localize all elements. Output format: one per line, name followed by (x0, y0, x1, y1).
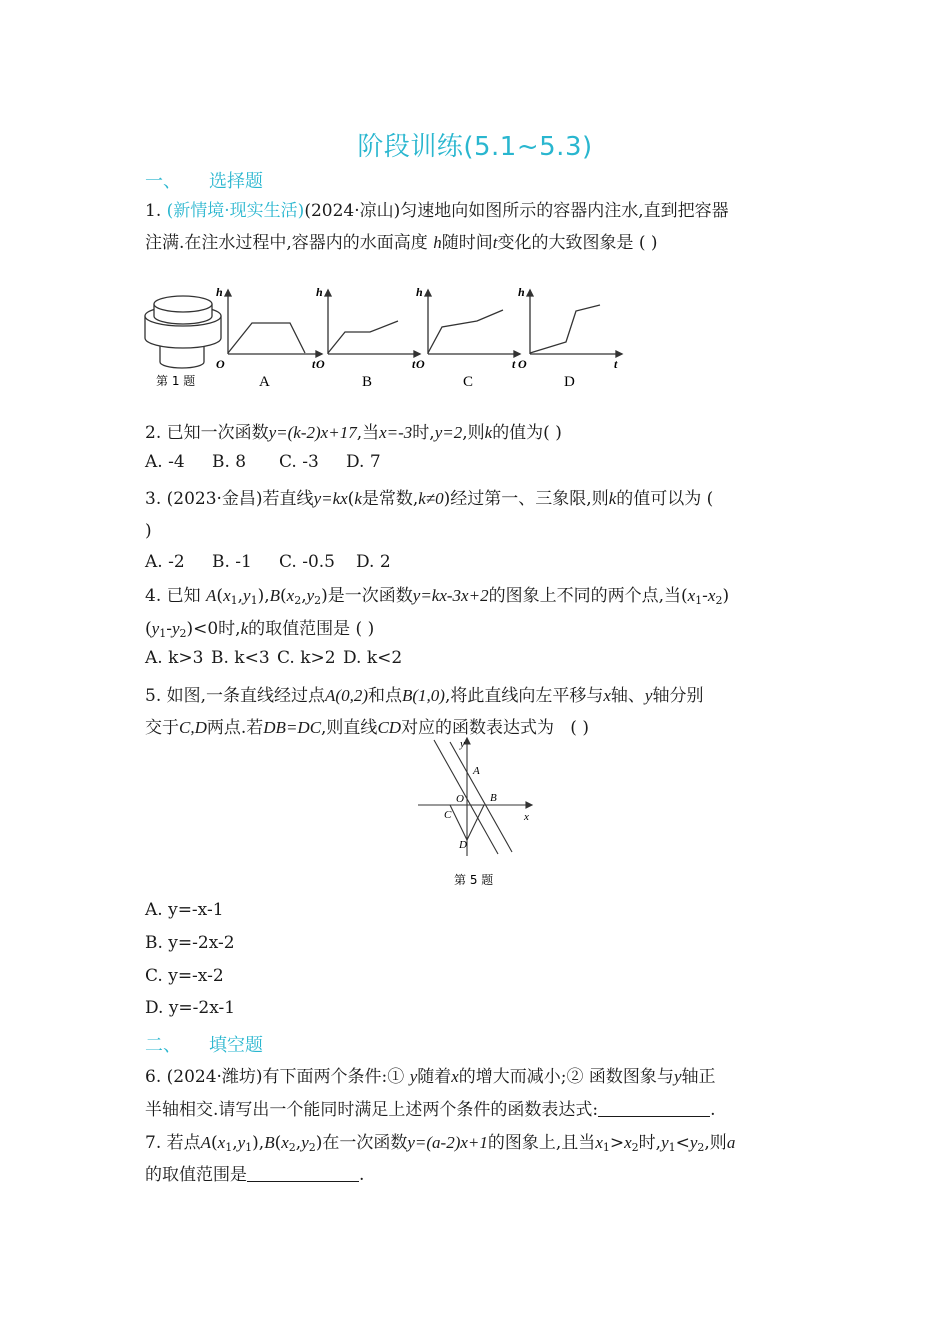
option-a[interactable]: A. -4 (145, 452, 185, 472)
option-c[interactable]: C. k>2 (277, 648, 336, 668)
lines (434, 740, 512, 854)
answer-blank[interactable] (598, 1099, 710, 1117)
option-label-c: C (463, 374, 474, 390)
option-d[interactable]: D. 7 (346, 452, 381, 472)
graph-option-b (325, 290, 420, 357)
svg-text:t: t (312, 357, 316, 371)
svg-text:A: A (473, 765, 480, 777)
svg-text:O: O (316, 357, 325, 371)
section-number: 一、 (145, 171, 181, 192)
section-number: 二、 (145, 1035, 181, 1056)
question-7-line-1: 7. 若点$A(x_1,y_1),B(x_2,y_2)$在一次函数y=(a-2)x+1的图象上,且当$x_1>x_2$时$,y_1<y_2$,则a (145, 1133, 736, 1154)
option-b[interactable]: B. k<3 (211, 648, 270, 668)
question-3-line-1: 3. (2023·金昌)若直线y=kx(k是常数,k≠0)经过第一、三象限,则k的值可以为 ( (145, 489, 714, 509)
svg-text:B: B (490, 792, 497, 804)
svg-text:x: x (524, 811, 529, 823)
figure-caption: 第 1 题 (156, 374, 196, 388)
question-4-line-1: 4. 已知 $A(x_1,y_1),B(x_2,y_2)$是一次函数y=kx-3x+2的图象上不同的两个点,当$(x_1-x_2)$ (145, 586, 730, 607)
graph-option-d (527, 290, 622, 357)
question-5-option-a[interactable]: A. y=-x-1 (145, 900, 224, 920)
option-b[interactable]: B. -1 (212, 552, 252, 572)
svg-text:y: y (460, 738, 465, 750)
question-2-line-1: 2. 已知一次函数y=(k-2)x+17,当x=-3时,y=2,则k的值为( ) (145, 423, 562, 443)
question-1-figure (140, 282, 640, 394)
coordinate-axes (418, 738, 532, 856)
question-3-line-2: ) (145, 521, 152, 541)
option-c[interactable]: C. -0.5 (279, 552, 335, 572)
option-d[interactable]: D. k<2 (343, 648, 403, 668)
question-5-option-c[interactable]: C. y=-x-2 (145, 966, 224, 986)
question-5-option-d[interactable]: D. y=-2x-1 (145, 998, 236, 1018)
section-label: 填空题 (209, 1035, 263, 1056)
svg-text:h: h (416, 285, 423, 299)
option-c[interactable]: C. -3 (279, 452, 319, 472)
question-4-line-2: $(y_1-y_2)<0$时,k的取值范围是 ( ) (145, 619, 375, 640)
svg-text:O: O (456, 793, 464, 805)
option-label-a: A (259, 374, 270, 390)
svg-text:C: C (444, 809, 452, 821)
svg-text:O: O (416, 357, 425, 371)
question-7-line-2: 的取值范围是 . (145, 1165, 365, 1185)
option-b[interactable]: B. 8 (212, 452, 247, 472)
graph-option-a (225, 290, 322, 357)
svg-text:h: h (216, 285, 223, 299)
option-a[interactable]: A. -2 (145, 552, 185, 572)
section-label: 选择题 (209, 171, 263, 192)
answer-paren: ( ) (570, 718, 589, 738)
question-5-figure (412, 736, 542, 888)
graph-option-c (425, 290, 520, 357)
option-d[interactable]: D. 2 (356, 552, 391, 572)
question-5-line-1: 5. 如图,一条直线经过点A(0,2)和点B(1,0),将此直线向左平移与x轴、y轴分别 (145, 686, 704, 706)
svg-text:t: t (412, 357, 416, 371)
svg-text:D: D (459, 839, 467, 851)
answer-blank[interactable] (247, 1164, 359, 1182)
container-illustration (145, 296, 221, 368)
question-5-line-2: 交于C,D两点.若DB=DC,则直线CD对应的函数表达式为 ( ) (145, 718, 589, 738)
question-4-options (145, 645, 402, 671)
question-6-line-2: 半轴相交.请写出一个能同时满足上述两个条件的函数表达式: . (145, 1100, 716, 1120)
question-2-options (145, 449, 381, 475)
question-3-options (145, 549, 391, 575)
svg-text:t: t (614, 357, 618, 371)
answer-paren: ( ) (638, 233, 658, 253)
svg-text:h: h (518, 285, 525, 299)
page-title: 阶段训练(5.1~5.3) (357, 132, 593, 162)
question-5-option-b[interactable]: B. y=-2x-2 (145, 933, 235, 953)
question-1-line-1: 1. (新情境·现实生活)(2024·凉山)匀速地向如图所示的容器内注水,直到把容器 (145, 201, 729, 221)
svg-text:O: O (216, 357, 225, 371)
svg-text:O: O (518, 357, 527, 371)
svg-text:h: h (316, 285, 323, 299)
figure-caption: 第 5 题 (454, 873, 494, 887)
option-label-b: B (362, 374, 373, 390)
option-a[interactable]: A. k>3 (145, 648, 204, 668)
section-heading-fill (145, 1031, 263, 1057)
section-heading-choice (145, 167, 263, 193)
svg-text:t: t (512, 357, 516, 371)
option-label-d: D (564, 374, 575, 390)
question-1-line-2: 注满.在注水过程中,容器内的水面高度 h随时间t变化的大致图象是 ( ) (145, 233, 658, 253)
question-tag: (新情境·现实生活) (166, 201, 305, 221)
question-6-line-1: 6. (2024·潍坊)有下面两个条件:① y随着x的增大而减小;② 函数图象与y轴正 (145, 1067, 716, 1087)
